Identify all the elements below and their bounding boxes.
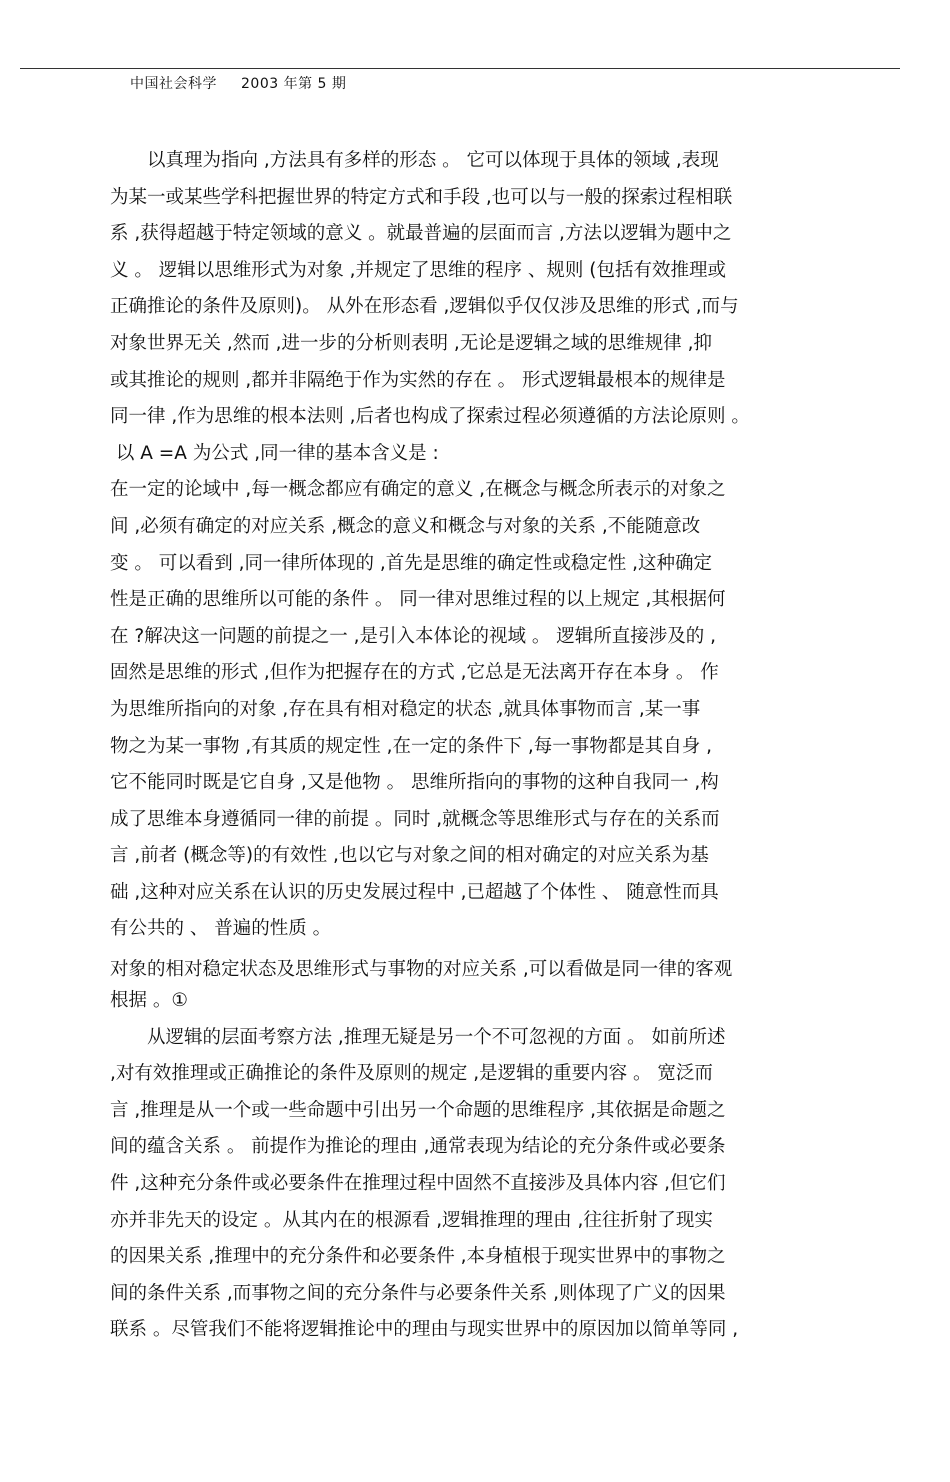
text-line: 言 ,前者 (概念等)的有效性 ,也以它与对象之间的相对确定的对应关系为基 xyxy=(110,845,709,867)
text-line: 为思维所指向的对象 ,存在具有相对稳定的状态 ,就具体事物而言 ,某一事 xyxy=(110,698,701,720)
text-line: 物之为某一事物 ,有其质的规定性 ,在一定的条件下 ,每一事物都是其自身 , xyxy=(110,735,713,757)
paragraph xyxy=(110,147,850,476)
text-line: 固然是思维的形式 ,但作为把握存在的方式 ,它总是无法离开存在本身 。 作 xyxy=(110,662,719,684)
paragraph xyxy=(110,1024,850,1353)
text-line: 对象世界无关 ,然而 ,进一步的分析则表明 ,无论是逻辑之域的思维规律 ,抑 xyxy=(110,332,713,354)
text-line: 正确推论的条件及原则)。 从外在形态看 ,逻辑似乎仅仅涉及思维的形式 ,而与 xyxy=(110,296,739,318)
text-line: 言 ,推理是从一个或一些命题中引出另一个命题的思维程序 ,其依据是命题之 xyxy=(110,1099,726,1121)
text-line: 义 。 逻辑以思维形式为对象 ,并规定了思维的程序 、规则 (包括有效推理或 xyxy=(110,259,727,281)
text-line: 联系 。尽管我们不能将逻辑推论中的理由与现实世界中的原因加以简单等同 , xyxy=(110,1319,739,1341)
text-line: 成了思维本身遵循同一律的前提 。同时 ,就概念等思维形式与存在的关系而 xyxy=(110,808,720,830)
text-line: 间的蕴含关系 。 前提作为推论的理由 ,通常表现为结论的充分条件或必要条 xyxy=(110,1136,726,1158)
journal-title: 中国社会科学 xyxy=(130,76,217,92)
text-line: 以真理为指向 ,方法具有多样的形态 。 它可以体现于具体的领域 ,表现 xyxy=(110,150,719,171)
text-line: 有公共的 、 普遍的性质 。 xyxy=(110,918,332,940)
text-line: 为某一或某些学科把握世界的特定方式和手段 ,也可以与一般的探索过程相联 xyxy=(110,186,733,208)
text-line: 间 ,必须有确定的对应关系 ,概念的意义和概念与对象的关系 ,不能随意改 xyxy=(110,515,701,537)
text-line: 同一律 ,作为思维的根本法则 ,后者也构成了探索过程必须遵循的方法论原则 。 xyxy=(110,406,750,428)
text-line: 或其推论的规则 ,都并非隔绝于作为实然的存在 。 形式逻辑最根本的规律是 xyxy=(110,369,726,391)
article-body xyxy=(110,147,850,1353)
paragraph xyxy=(110,476,850,952)
text-line: 变 。 可以看到 ,同一律所体现的 ,首先是思维的确定性或稳定性 ,这种确定 xyxy=(110,552,713,574)
text-line: 础 ,这种对应关系在认识的历史发展过程中 ,已超越了个体性 、 随意性而具 xyxy=(110,881,719,903)
text-line: 的因果关系 ,推理中的充分条件和必要条件 ,本身植根于现实世界中的事物之 xyxy=(110,1246,726,1268)
text-line: 根据 。① xyxy=(110,990,188,1012)
text-line: 在一定的论域中 ,每一概念都应有确定的意义 ,在概念与概念所表示的对象之 xyxy=(110,479,726,501)
header-rule xyxy=(20,68,900,69)
text-line: 间的条件关系 ,而事物之间的充分条件与必要条件关系 ,则体现了广义的因果 xyxy=(110,1282,726,1304)
running-head xyxy=(130,74,346,94)
text-line: 从逻辑的层面考察方法 ,推理无疑是另一个不可忽视的方面 。 如前所述 xyxy=(110,1026,726,1048)
text-line: 亦并非先天的设定 。从其内在的根源看 ,逻辑推理的理由 ,往往折射了现实 xyxy=(110,1209,713,1231)
issue-label: 2003 年第 5 期 xyxy=(241,76,347,92)
text-line: 在 ?解决这一问题的前提之一 ,是引入本体论的视域 。 逻辑所直接涉及的 , xyxy=(110,625,716,647)
text-line: 以 A =A 为公式 ,同一律的基本含义是 : xyxy=(110,442,439,464)
text-line: 性是正确的思维所以可能的条件 。 同一律对思维过程的以上规定 ,其根据何 xyxy=(110,589,726,611)
text-line: 对象的相对稳定状态及思维形式与事物的对应关系 ,可以看做是同一律的客观 xyxy=(110,959,733,981)
text-line: 系 ,获得超越于特定领域的意义 。就最普遍的层面而言 ,方法以逻辑为题中之 xyxy=(110,223,732,245)
text-line: 它不能同时既是它自身 ,又是他物 。 思维所指向的事物的这种自我同一 ,构 xyxy=(110,772,719,794)
text-line: ,对有效推理或正确推论的条件及原则的规定 ,是逻辑的重要内容 。 宽泛而 xyxy=(110,1063,713,1085)
text-line: 件 ,这种充分条件或必要条件在推理过程中固然不直接涉及具体内容 ,但它们 xyxy=(110,1173,726,1195)
paragraph xyxy=(110,956,850,1024)
